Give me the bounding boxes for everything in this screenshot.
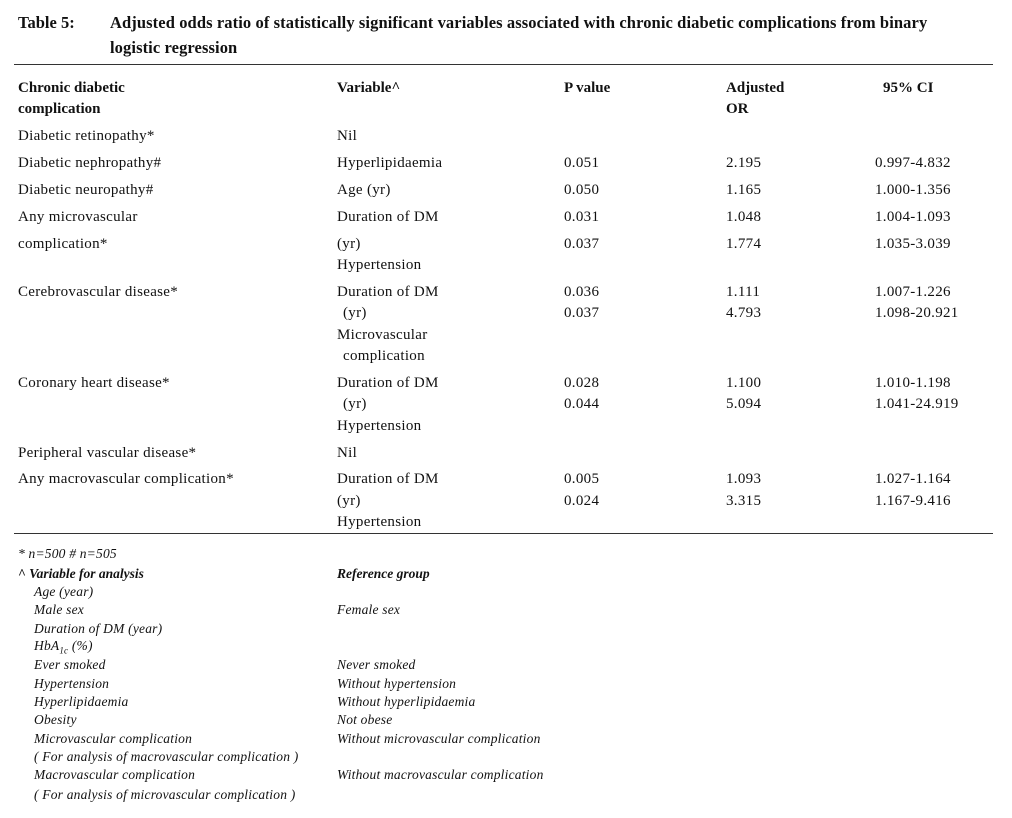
- or-cell: 1.093: [726, 471, 762, 487]
- complication-cell: Any microvascular: [18, 209, 138, 225]
- table-title-line1: Adjusted odds ratio of statistically significant variables associated with chronic diabetic complications from binary: [110, 13, 928, 32]
- pvalue-cell: 0.050: [564, 182, 600, 198]
- variable-cell: Hypertension: [337, 257, 422, 273]
- footnote-reference: Without hyperlipidaemia: [337, 694, 476, 709]
- bottom-rule: [14, 533, 993, 534]
- pvalue-cell: 0.037: [564, 305, 600, 321]
- variable-cell: complication: [343, 348, 425, 364]
- pvalue-cell: 0.036: [564, 284, 600, 300]
- pvalue-cell: 0.031: [564, 209, 600, 225]
- footnote-reference: Without microvascular complication: [337, 731, 541, 746]
- top-rule: [14, 64, 993, 65]
- ci-cell: 1.010-1.198: [875, 375, 951, 391]
- complication-cell: Diabetic retinopathy*: [18, 128, 155, 144]
- variable-cell: (yr): [337, 236, 361, 252]
- variable-cell: Nil: [337, 128, 358, 144]
- footnote-variable: Age (year): [34, 584, 94, 599]
- header-adjusted-or: Adjusted OR: [726, 80, 785, 117]
- table-title-line2: logistic regression: [110, 38, 238, 57]
- variable-cell: Duration of DM: [337, 375, 439, 391]
- reference-group-heading: Reference group: [337, 566, 430, 581]
- header-complication: Chronic diabetic complication: [18, 80, 125, 117]
- footnote-variable: Hyperlipidaemia: [34, 694, 129, 709]
- pvalue-cell: 0.024: [564, 493, 600, 509]
- complication-cell: Diabetic neuropathy#: [18, 182, 154, 198]
- or-cell: 1.048: [726, 209, 762, 225]
- variable-cell: (yr): [343, 396, 367, 412]
- pvalue-cell: 0.051: [564, 155, 600, 171]
- ci-cell: 1.041-24.919: [875, 396, 959, 412]
- variable-cell: (yr): [337, 493, 361, 509]
- or-cell: 2.195: [726, 155, 762, 171]
- footnote-variable: Macrovascular complication: [34, 767, 196, 782]
- pvalue-cell: 0.037: [564, 236, 600, 252]
- or-cell: 1.111: [726, 284, 761, 300]
- footnote-variable-hba1c: HbA$_{1c}$ (%): [34, 638, 93, 656]
- footnote-reference: Never smoked: [337, 657, 416, 672]
- footnote-variable: Male sex: [34, 602, 84, 617]
- footnote-variable: Obesity: [34, 712, 77, 727]
- or-cell: 1.165: [726, 182, 762, 198]
- complication-cell: Any macrovascular complication*: [18, 471, 234, 487]
- sample-size-note: * n=500 # n=505: [18, 546, 117, 561]
- or-cell: 5.094: [726, 396, 762, 412]
- or-cell: 1.774: [726, 236, 762, 252]
- footnote-variable: Microvascular complication: [34, 731, 193, 746]
- ci-cell: 1.007-1.226: [875, 284, 951, 300]
- header-pvalue: P value: [564, 80, 611, 96]
- pvalue-cell: 0.044: [564, 396, 600, 412]
- variable-cell: Hypertension: [337, 418, 422, 434]
- variable-cell: (yr): [343, 305, 367, 321]
- complication-cell: complication*: [18, 236, 108, 252]
- footnote-reference: Female sex: [337, 602, 401, 617]
- or-cell: 4.793: [726, 305, 762, 321]
- variable-for-analysis-heading: ^ Variable for analysis: [18, 566, 144, 581]
- ci-cell: 1.035-3.039: [875, 236, 951, 252]
- variable-cell: Duration of DM: [337, 209, 439, 225]
- ci-cell: 1.004-1.093: [875, 209, 951, 225]
- variable-cell: Duration of DM: [337, 471, 439, 487]
- footnote-reference: Without macrovascular complication: [337, 767, 544, 782]
- footnote-variable-note: ( For analysis of microvascular complication ): [34, 787, 296, 802]
- variable-cell: Age (yr): [337, 182, 391, 198]
- or-cell: 3.315: [726, 493, 762, 509]
- footnote-variable: Hypertension: [34, 676, 110, 691]
- footnote-reference: Without hypertension: [337, 676, 457, 691]
- ci-cell: 1.098-20.921: [875, 305, 959, 321]
- footnote-reference: Not obese: [337, 712, 393, 727]
- ci-cell: 1.167-9.416: [875, 493, 951, 509]
- table-label: Table 5:: [18, 13, 75, 32]
- ci-cell: 1.027-1.164: [875, 471, 951, 487]
- variable-cell: Hyperlipidaemia: [337, 155, 443, 171]
- pvalue-cell: 0.028: [564, 375, 600, 391]
- footnote-variable-note: ( For analysis of macrovascular complication ): [34, 749, 299, 764]
- footnote-variable: Duration of DM (year): [34, 621, 163, 636]
- pvalue-cell: 0.005: [564, 471, 600, 487]
- ci-cell: 1.000-1.356: [875, 182, 951, 198]
- header-ci: 95% CI: [883, 80, 934, 96]
- ci-cell: 0.997-4.832: [875, 155, 951, 171]
- or-cell: 1.100: [726, 375, 762, 391]
- footnote-variable: Ever smoked: [34, 657, 106, 672]
- variable-cell: Duration of DM: [337, 284, 439, 300]
- complication-cell: Cerebrovascular disease*: [18, 284, 179, 300]
- variable-cell: Microvascular: [337, 327, 428, 343]
- header-variable: Variable^: [337, 80, 401, 96]
- complication-cell: Peripheral vascular disease*: [18, 445, 197, 461]
- variable-cell: Hypertension: [337, 514, 422, 530]
- complication-cell: Coronary heart disease*: [18, 375, 170, 391]
- complication-cell: Diabetic nephropathy#: [18, 155, 162, 171]
- variable-cell: Nil: [337, 445, 358, 461]
